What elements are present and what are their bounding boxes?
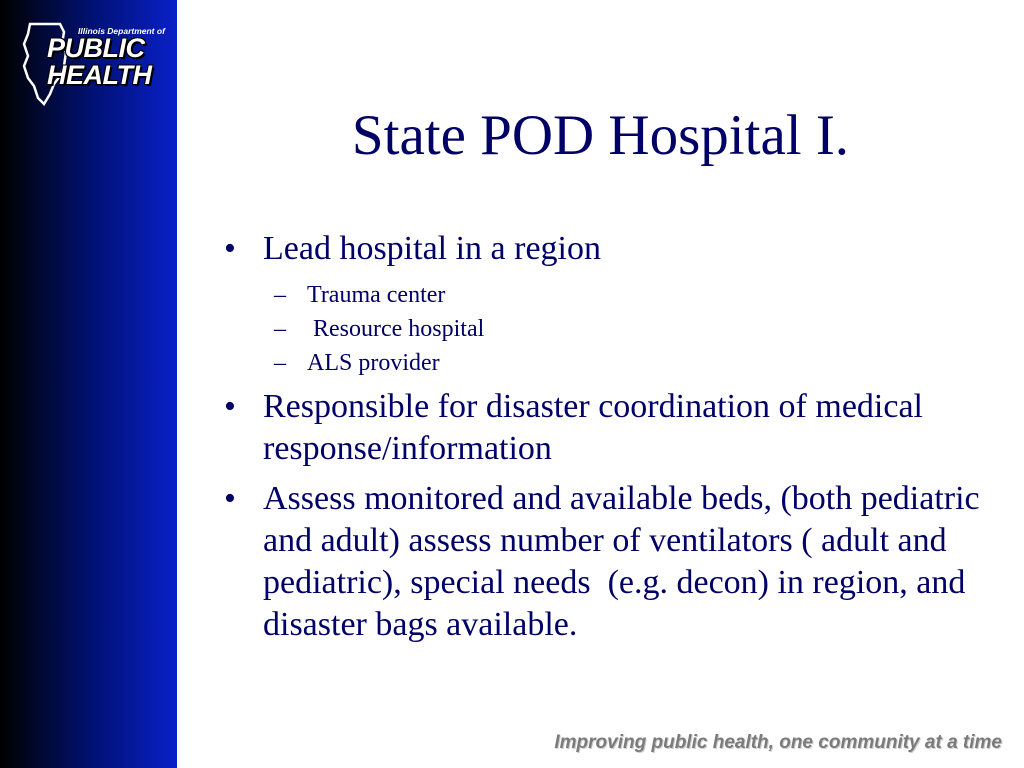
logo-department-text: Illinois Department of (78, 26, 165, 36)
sidebar-band (0, 0, 177, 768)
bullet-icon: • (224, 230, 236, 267)
sub-bullet-item (222, 346, 982, 380)
sub-bullet-text: ALS provider (307, 350, 440, 376)
sub-bullet-list (222, 278, 982, 380)
sub-bullet-text: Trauma center (307, 282, 446, 308)
public-health-logo (20, 22, 170, 106)
dash-icon: – (274, 350, 286, 376)
sub-bullet-item (222, 278, 982, 312)
logo-health-text: HEALTH (47, 60, 152, 90)
dash-icon: – (274, 282, 286, 308)
bullet-icon: • (224, 480, 236, 517)
slide-title: State POD Hospital I. (351, 104, 850, 167)
slide-body (222, 228, 989, 654)
sub-bullet-item (222, 312, 982, 346)
bullet-item (222, 386, 982, 470)
bullet-text: Responsible for disaster coordination of medical response/information (263, 388, 923, 467)
bullet-icon: • (224, 388, 236, 425)
dash-icon: – (274, 316, 286, 342)
bullet-item (222, 478, 989, 646)
sub-bullet-text: Resource hospital (307, 316, 485, 342)
footer-tagline: Improving public health, one community at a time (554, 732, 1002, 753)
logo-public-text: PUBLIC (47, 33, 145, 63)
bullet-text: Assess monitored and available beds, (both pediatric and adult) assess number of ventilators ( adult and pediatric), special needs (e.g. decon) in region, and disaster bags available. (263, 480, 989, 643)
bullet-item (222, 228, 982, 270)
bullet-text: Lead hospital in a region (263, 230, 602, 267)
